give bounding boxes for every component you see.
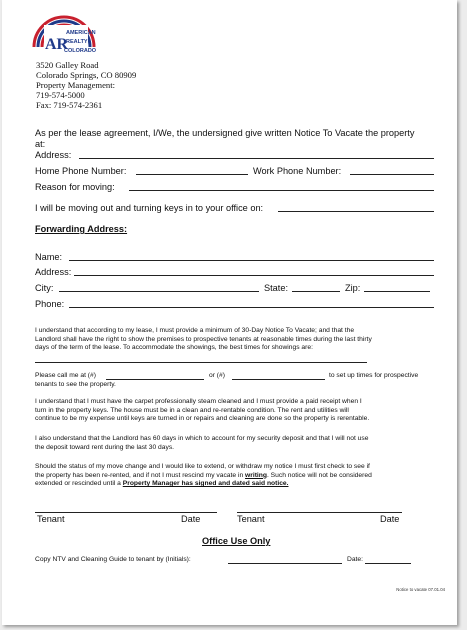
home-phone-label: Home Phone Number: [35,166,127,176]
date-2-label: Date [380,514,400,524]
call-label: Please call me at (#) [35,372,96,379]
move-out-label: I will be moving out and turning keys in to your office on: [35,203,264,213]
call-suffix: to set up times for prospective [329,372,419,379]
office-use-heading: Office Use Only [202,536,271,546]
deposit-paragraph: I also understand that the Landlord has 60 days in which to account for my security deposit and that I will not use the deposit toward rent during the last 30 days. [35,435,369,451]
tenant-1-label: Tenant [37,514,65,524]
svg-text:AMERICAN: AMERICAN [66,30,96,36]
copy-ntv-label: Copy NTV and Cleaning Guide to tenant by (Initials): [35,556,191,563]
name-field[interactable] [69,260,434,261]
state-field[interactable] [292,291,340,292]
name-label: Name: [35,252,63,262]
showing-paragraph: I understand that according to my lease, I must provide a minimum of 30-Day Notice To Vacate; and that the Landlord shall have the right to show the premises to prospective tenants at reasonable times during the last thirty days of the term of the lease. To accommodate the showings, the best times for showings are: [35,327,372,352]
city-label: City: [35,283,54,293]
showing-times-field[interactable] [35,362,367,363]
initials-field[interactable] [228,563,342,564]
company-logo [28,7,100,59]
address-label: Address: [35,150,72,160]
home-phone-field[interactable] [136,174,248,175]
forwarding-address-field[interactable] [74,275,434,276]
office-date-label: Date: [347,556,363,563]
address-line: Fax: 719-574-2361 [36,100,103,110]
tenant-2-label: Tenant [237,514,265,524]
zip-label: Zip: [345,283,361,293]
reason-field[interactable] [129,190,434,191]
tenant-2-signature-line[interactable] [237,512,402,513]
call-line2: tenants to see the property. [35,381,116,388]
reason-label: Reason for moving: [35,182,115,192]
work-phone-label: Work Phone Number: [253,166,342,176]
intro-text-at: at: [35,139,46,149]
address-line: 3520 Galley Road [36,60,99,70]
forwarding-heading: Forwarding Address: [35,224,128,234]
footer-text: Notice to vacate 07.01.04 [396,587,445,592]
forwarding-address-label: Address: [35,267,72,277]
call-phone-2-field[interactable] [232,379,325,380]
cleaning-paragraph: I understand that I must have the carpet professionally steam cleaned and I must provide a paid receipt when I turn in the property keys. The house must be in a clean and re-rentable condition. The rent and utilities will continue to be my expense until keys are turned in or repairs and cleaning are done so the property is rerentable. [35,398,370,423]
address-line: Colorado Springs, CO 80909 [36,70,137,80]
date-1-label: Date [181,514,201,524]
svg-text:AR: AR [45,36,69,53]
svg-text:REALTY: REALTY [66,39,88,45]
city-field[interactable] [59,291,259,292]
document-page [2,0,457,625]
state-label: State: [264,283,289,293]
address-line: Property Management: [36,80,115,90]
move-out-date-field[interactable] [278,211,434,212]
svg-text:COLORADO: COLORADO [64,48,97,54]
address-line: 719-574-5000 [36,90,85,100]
phone-label: Phone: [35,299,65,309]
phone-field[interactable] [69,307,434,308]
status-change-paragraph: Should the status of my move change and I would like to extend, or withdraw my notice I must first check to see if the property has been re-rented, and if not I must rescind my vacate in writing. Such notice will not be considered extended or rescinded until a Property Manager has signed and dated said notice. [35,463,372,488]
work-phone-field[interactable] [350,174,434,175]
call-phone-1-field[interactable] [106,379,204,380]
zip-field[interactable] [364,291,430,292]
tenant-1-signature-line[interactable] [35,512,217,513]
intro-text: As per the lease agreement, I/We, the undersigned give written Notice To Vacate the property [35,128,415,138]
office-date-field[interactable] [365,563,411,564]
address-field[interactable] [79,158,434,159]
call-or-label: or (#) [209,372,225,379]
